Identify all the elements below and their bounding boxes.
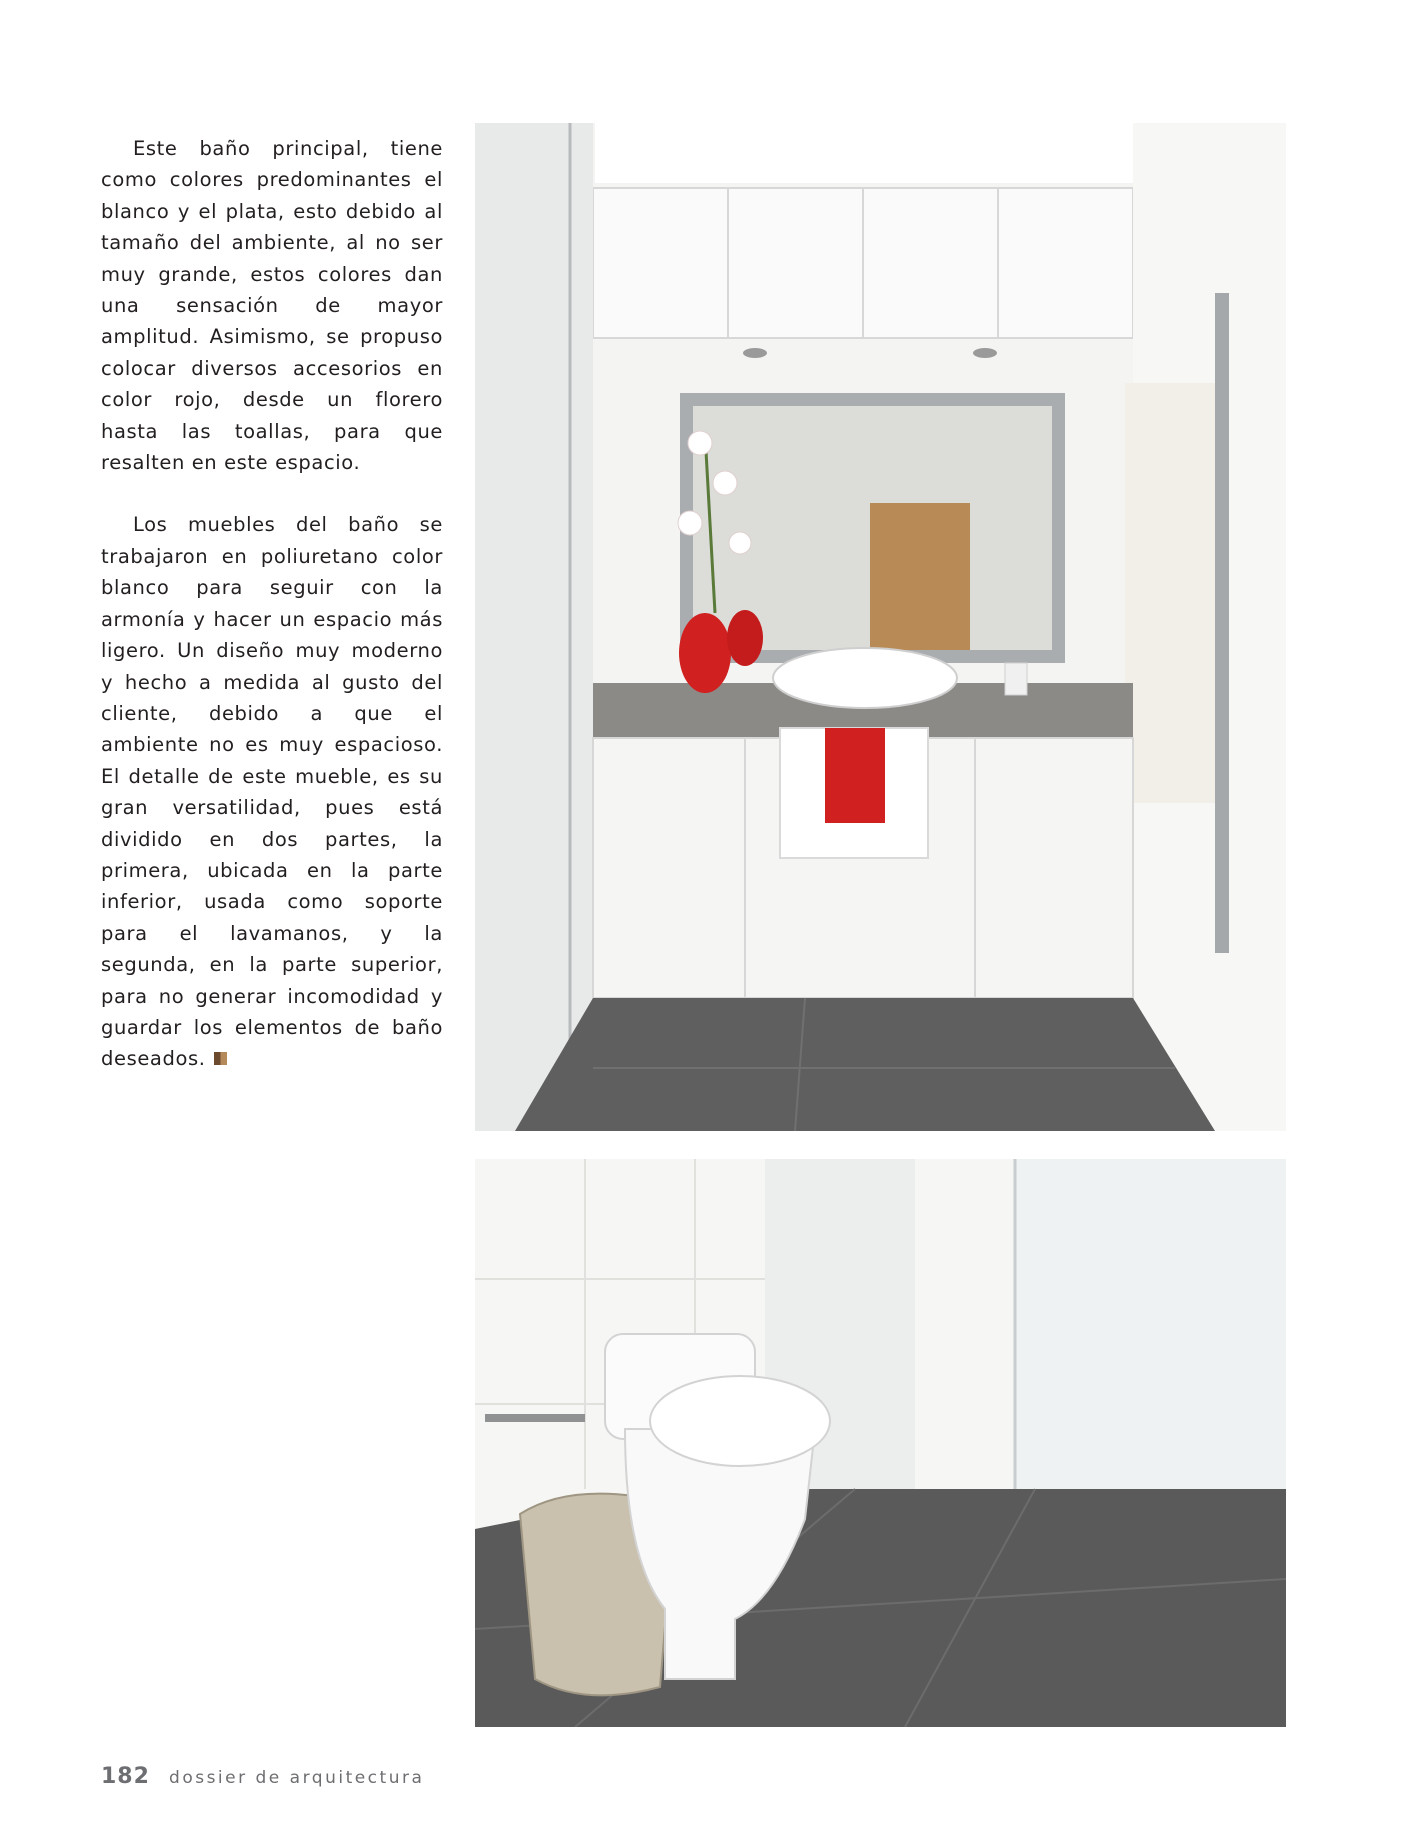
page-footer (101, 1764, 424, 1789)
paragraph-2-text: Los muebles del baño se trabajaron en poliuretano color blanco para seguir con la armonía y hacer un espacio más ligero. Un diseño muy moderno y hecho a medida al gusto del cliente, debido a que el ambiente no es muy espacioso. El detalle de este mueble, es su gran versatilidad, pues está dividido en dos partes, la primera, ubicada en la parte inferior, usada como soporte para el lavamanos, y la segunda, en la parte superior, para no generar incomodidad y guardar los elementos de baño deseados. (101, 513, 443, 1071)
magazine-name: dossier de arquitectura (169, 1768, 425, 1788)
paragraph-2 (101, 509, 443, 1074)
toilet-illustration (475, 1159, 1286, 1727)
vanity-photo (475, 123, 1286, 1131)
vanity-illustration (475, 123, 1286, 1131)
end-of-article-icon (214, 1052, 227, 1065)
page-number: 182 (101, 1764, 150, 1789)
paragraph-1: Este baño principal, tiene como colores predominantes el blanco y el plata, esto debido al tamaño del ambiente, al no ser muy grande, estos colores dan una sensación de mayor amplitud. Asimismo, se propuso colocar diversos accesorios en color rojo, desde un florero hasta las toallas, para que resalten en este espacio. (101, 137, 443, 475)
toilet-photo (475, 1159, 1286, 1727)
article-body (101, 133, 443, 1106)
